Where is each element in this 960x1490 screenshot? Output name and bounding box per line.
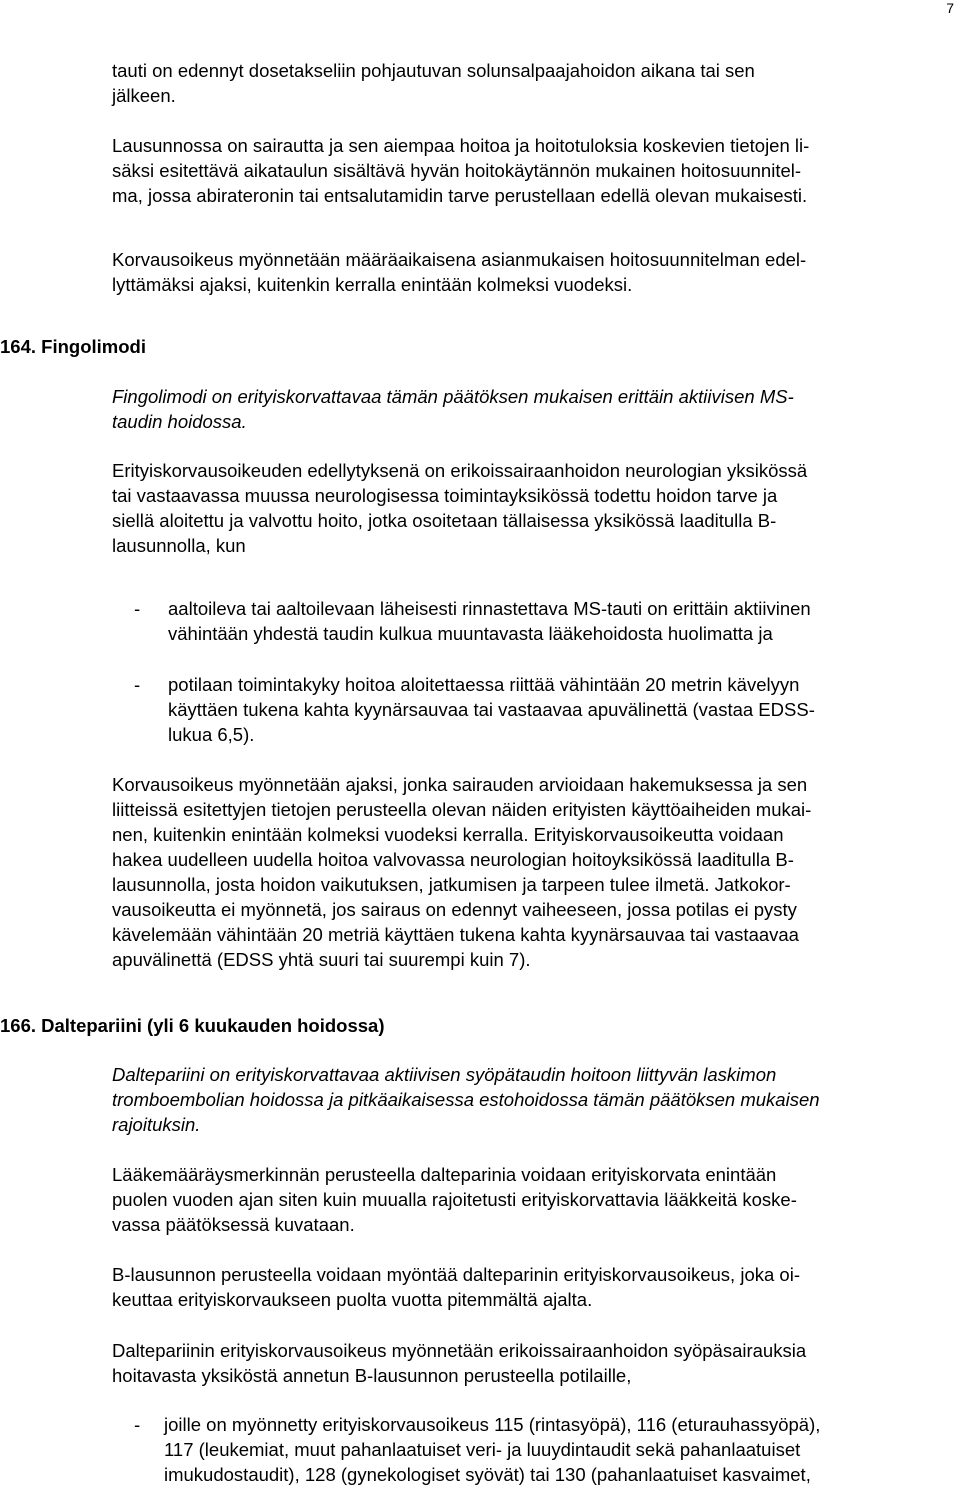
text-line: jälkeen. bbox=[112, 85, 176, 106]
dash-bullet: - bbox=[134, 1414, 141, 1435]
text-line: lyttämäksi ajaksi, kuitenkin kerralla enintään kolmeksi vuodeksi. bbox=[112, 274, 633, 295]
text-line: kävelemään vähintään 20 metriä käyttäen tukena kahta kyynärsauvaa tai vastaavaa bbox=[112, 924, 799, 945]
text-line: puolen vuoden ajan siten kuin muualla rajoitetusti erityiskorvattavia lääkkeitä koske- bbox=[112, 1189, 797, 1210]
text-line: hakea uudelleen uudella hoitoa valvovassa neurologian hoitoyksikössä laaditulla B- bbox=[112, 849, 794, 870]
intro-paragraph-1 bbox=[112, 58, 948, 108]
section-164-paragraph-1 bbox=[112, 458, 948, 558]
section-164-intro bbox=[112, 384, 948, 434]
text-line: säksi esitettävä aikataulun sisältävä hyvän hoitokäytännön mukainen hoitosuunnitel- bbox=[112, 160, 802, 181]
text-line: tauti on edennyt dosetakseliin pohjautuvan solunsalpaajahoidon aikana tai sen bbox=[112, 60, 755, 81]
intro-paragraph-2 bbox=[112, 133, 948, 208]
section-166-paragraph-2 bbox=[112, 1262, 948, 1312]
text-line: liitteissä esitettyjen tietojen perusteella olevan näiden erityisten käyttöaiheiden mukai- bbox=[112, 799, 812, 820]
page-number: 7 bbox=[946, 0, 954, 16]
text-line: Daltepariinin erityiskorvausoikeus myönnetään erikoissairaanhoidon syöpäsairauksia bbox=[112, 1340, 807, 1361]
text-line: aaltoileva tai aaltoilevaan läheisesti rinnastettava MS-tauti on erittäin aktiivinen bbox=[168, 598, 811, 619]
text-line: potilaan toimintakyky hoitoa aloitettaessa riittää vähintään 20 metrin kävelyyn bbox=[168, 674, 800, 695]
text-line: vausoikeutta ei myönnetä, jos sairaus on edennyt vaiheeseen, jossa potilas ei pysty bbox=[112, 899, 797, 920]
text-line: Lausunnossa on sairautta ja sen aiempaa hoitoa ja hoitotuloksia koskevien tietojen li- bbox=[112, 135, 810, 156]
section-166-paragraph-1 bbox=[112, 1162, 948, 1237]
list-item-text bbox=[168, 596, 948, 646]
text-line: hoitavasta yksiköstä annetun B-lausunnon perusteella potilaille, bbox=[112, 1365, 632, 1386]
text-line: rajoituksin. bbox=[112, 1114, 201, 1135]
text-line: lausunnolla, kun bbox=[112, 535, 246, 556]
text-line: apuvälinettä (EDSS yhtä suuri tai suurempi kuin 7). bbox=[112, 949, 531, 970]
section-166-intro bbox=[112, 1062, 948, 1137]
text-line: 117 (leukemiat, muut pahanlaatuiset veri- ja luuydintaudit sekä pahanlaatuiset bbox=[164, 1439, 801, 1460]
section-heading-166: 166. Daltepariini (yli 6 kuukauden hoidossa) bbox=[0, 1015, 385, 1036]
intro-paragraph-3 bbox=[112, 247, 948, 297]
dash-bullet: - bbox=[134, 674, 141, 695]
text-line: Korvausoikeus myönnetään ajaksi, jonka sairauden arvioidaan hakemuksessa ja sen bbox=[112, 774, 808, 795]
text-line: joille on myönnetty erityiskorvausoikeus 115 (rintasyöpä), 116 (eturauhassyöpä), bbox=[164, 1414, 821, 1435]
text-line: tromboembolian hoidossa ja pitkäaikaisessa estohoidossa tämän päätöksen mukaisen bbox=[112, 1089, 820, 1110]
text-line: B-lausunnon perusteella voidaan myöntää dalteparinin erityiskorvausoikeus, joka oi- bbox=[112, 1264, 800, 1285]
text-line: keuttaa erityiskorvaukseen puolta vuotta pitemmältä ajalta. bbox=[112, 1289, 593, 1310]
text-line: lausunnolla, josta hoidon vaikutuksen, jatkumisen ja tarpeen tulee ilmetä. Jatkokor- bbox=[112, 874, 791, 895]
text-line: lukua 6,5). bbox=[168, 724, 255, 745]
text-line: imukudostaudit), 128 (gynekologiset syövät) tai 130 (pahanlaatuiset kasvaimet, bbox=[164, 1464, 811, 1485]
text-line: Korvausoikeus myönnetään määräaikaisena asianmukaisen hoitosuunnitelman edel- bbox=[112, 249, 807, 270]
text-line: taudin hoidossa. bbox=[112, 411, 247, 432]
text-line: tai vastaavassa muussa neurologisessa toimintayksikössä todettu hoidon tarve ja bbox=[112, 485, 778, 506]
text-line: Erityiskorvausoikeuden edellytyksenä on erikoissairaanhoidon neurologian yksikössä bbox=[112, 460, 808, 481]
text-line: siellä aloitettu ja valvottu hoito, jotka osoitetaan tällaisessa yksikössä laaditulla B- bbox=[112, 510, 777, 531]
list-item-text bbox=[168, 672, 948, 747]
text-line: vähintään yhdestä taudin kulkua muuntavasta lääkehoidosta huolimatta ja bbox=[168, 623, 773, 644]
section-166-paragraph-3 bbox=[112, 1338, 948, 1388]
text-line: vassa päätöksessä kuvataan. bbox=[112, 1214, 355, 1235]
text-line: ma, jossa abirateronin tai entsalutamidin tarve perustellaan edellä olevan mukaisesti. bbox=[112, 185, 808, 206]
list-item-text bbox=[164, 1412, 944, 1487]
text-line: käyttäen tukena kahta kyynärsauvaa tai vastaavaa apuvälinettä (vastaa EDSS- bbox=[168, 699, 815, 720]
section-164-paragraph-2 bbox=[112, 772, 948, 972]
text-line: nen, kuitenkin enintään kolmeksi vuodeksi kerralla. Erityiskorvausoikeutta voidaan bbox=[112, 824, 784, 845]
text-line: Lääkemääräysmerkinnän perusteella dalteparinia voidaan erityiskorvata enintään bbox=[112, 1164, 777, 1185]
text-line: Daltepariini on erityiskorvattavaa aktiivisen syöpätaudin hoitoon liittyvän laskimon bbox=[112, 1064, 777, 1085]
section-heading-164: 164. Fingolimodi bbox=[0, 336, 146, 357]
text-line: Fingolimodi on erityiskorvattavaa tämän päätöksen mukaisen erittäin aktiivisen MS- bbox=[112, 386, 794, 407]
dash-bullet: - bbox=[134, 598, 141, 619]
